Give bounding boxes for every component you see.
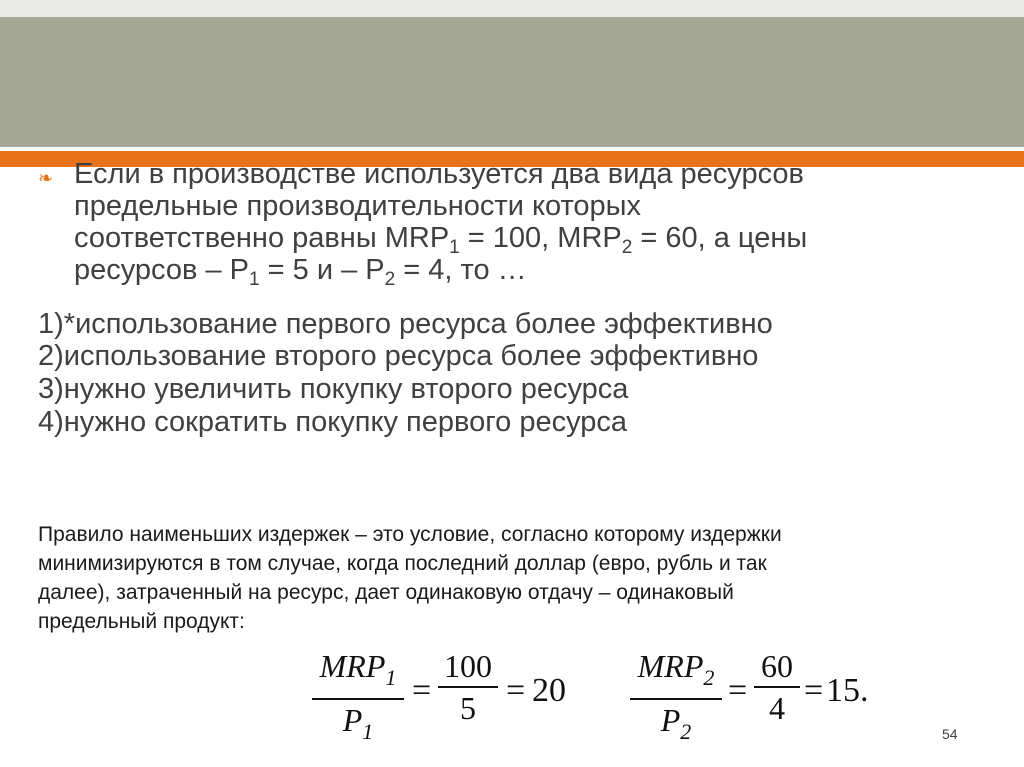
denominator-text: P: [342, 702, 363, 738]
header-band: [0, 17, 1024, 147]
page-number: 54: [942, 726, 958, 742]
subscript: 1: [249, 269, 260, 290]
equals-sign: =: [506, 672, 526, 709]
numerator: 100: [444, 648, 492, 684]
fraction-mrp2-p2: [630, 648, 722, 750]
rule-line-3: далее), затраченный на ресурс, дает одинаковую отдачу – одинаковый: [38, 581, 734, 604]
equals-sign: =: [728, 672, 748, 709]
question-text: [74, 158, 998, 290]
subscript: 2: [384, 269, 396, 290]
denominator: [630, 702, 722, 750]
question-line-2: предельные производительности которых: [74, 190, 642, 222]
numerator-subscript: 1: [385, 665, 397, 690]
fraction-60-4: [754, 648, 800, 726]
answer-option-2: 2)использование второго ресурса более эффективно: [38, 340, 759, 372]
fraction-bar: [438, 686, 498, 688]
denominator-subscript: 2: [680, 719, 692, 744]
denominator: 5: [460, 690, 476, 726]
result-value: 15.: [826, 672, 869, 709]
numerator: 60: [761, 648, 793, 684]
result-value: 20: [532, 672, 566, 709]
rule-paragraph: [38, 520, 978, 636]
numerator: [312, 648, 404, 696]
answer-option-4: 4)нужно сократить покупку первого ресурса: [38, 406, 628, 438]
question-text-part: ресурсов – P: [74, 254, 250, 286]
rule-line-4: предельный продукт:: [38, 610, 245, 633]
answer-option-3: 3)нужно увеличить покупку второго ресурса: [38, 373, 629, 405]
denominator-subscript: 1: [362, 719, 374, 744]
numerator-text: MRP: [637, 648, 704, 684]
question-line-1: Если в производстве используется два вида ресурсов: [74, 158, 804, 190]
fraction-100-5: [438, 648, 498, 726]
fraction-bar: [754, 686, 800, 688]
rule-line-1: Правило наименьших издержек – это условие, согласно которому издержки: [38, 523, 782, 546]
question-text-part: = 60, а цены: [632, 222, 808, 254]
numerator-text: MRP: [319, 648, 386, 684]
numerator: [630, 648, 722, 696]
equals-sign: =: [412, 672, 432, 709]
question-text-part: = 100, MRP: [459, 222, 622, 254]
denominator-text: P: [660, 702, 681, 738]
question-text-part: = 5 и – P: [259, 254, 385, 286]
rule-line-2: минимизируются в том случае, когда последний доллар (евро, рубль и так: [38, 552, 767, 575]
question-line-3: [74, 222, 998, 258]
answer-option-1: 1)*использование первого ресурса более эффективно: [38, 308, 773, 340]
subscript: 1: [449, 237, 460, 258]
equals-sign: =: [804, 672, 824, 709]
subscript: 2: [621, 237, 633, 258]
question-bullet: [38, 158, 998, 290]
scroll-bullet-icon: ❧: [38, 168, 54, 188]
fraction-bar: [630, 698, 722, 700]
fraction-mrp1-p1: [312, 648, 404, 750]
denominator: 4: [769, 690, 785, 726]
formula-resource-2: [630, 648, 890, 748]
question-text-part: соответственно равны MRP: [74, 222, 450, 254]
numerator-subscript: 2: [703, 665, 715, 690]
question-line-4: [74, 254, 998, 290]
denominator: [312, 702, 404, 750]
fraction-bar: [312, 698, 404, 700]
question-text-part: = 4, то …: [395, 254, 527, 286]
formula-resource-1: [312, 648, 592, 748]
